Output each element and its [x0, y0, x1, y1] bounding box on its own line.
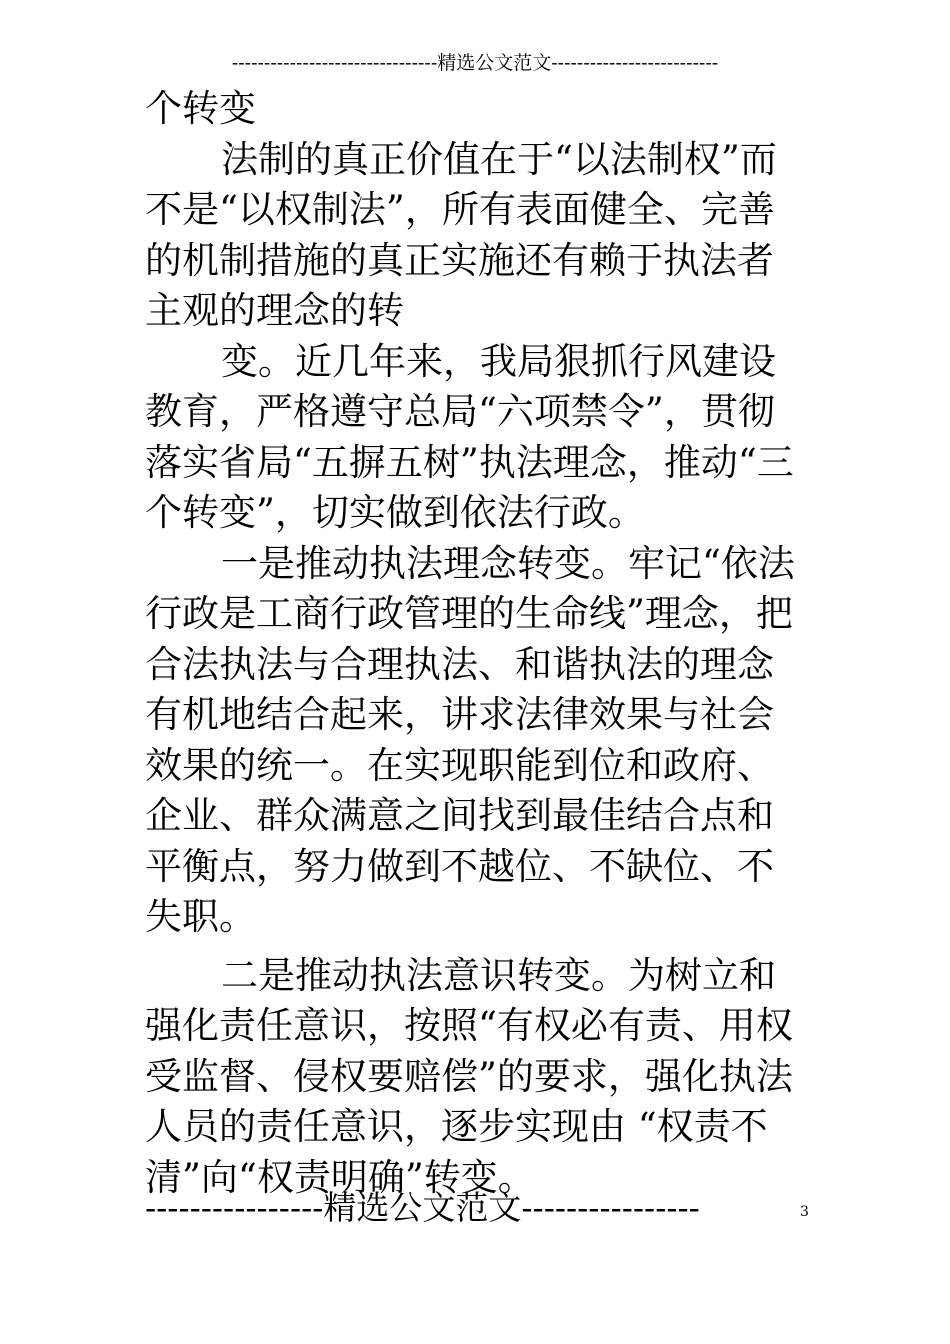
text-line: 二是推动执法意识转变。为树立和: [221, 953, 776, 997]
text-line: 人员的责任意识，逐步实现由 “权责不: [145, 1105, 768, 1148]
text-line: 强化责任意识，按照“有权必有责、用权: [145, 1004, 793, 1047]
document-body: [145, 84, 805, 1203]
text-line: 行政是工商行政管理的生命线”理念，把: [145, 592, 793, 635]
page-header: --------------------------------精选公文范文--------------------------: [231, 52, 719, 74]
page-number: 3: [800, 1204, 809, 1220]
text-line: 的机制措施的真正实施还有赖于执法者: [145, 238, 774, 282]
text-line: 合法执法与合理执法、和谐执法的理念: [145, 642, 774, 686]
text-line: 受监督、侵权要赔偿”的要求，强化执法: [145, 1054, 793, 1098]
text-line: 个转变: [145, 87, 256, 130]
page-footer: ----------------精选公文范文----------------: [145, 1188, 700, 1227]
text-line: 变。近几年来，我局狠抓行风建设: [221, 339, 776, 383]
text-line: 不是“以权制法”，所有表面健全、完善: [145, 188, 775, 231]
text-line: 清”向“权责明确”转变。: [145, 1155, 535, 1199]
text-line: 落实省局“五摒五树”执法理念，推动“三: [145, 440, 794, 484]
text-line: 主观的理念的转: [145, 289, 404, 332]
text-line: 教育，严格遵守总局“六项禁令”，贯彻: [145, 390, 775, 433]
paragraph-gap: [145, 943, 805, 951]
text-line: 企业、群众满意之间找到最佳结合点和: [145, 794, 774, 837]
text-line: 效果的统一。在实现职能到位和政府、: [145, 743, 774, 787]
text-line: 有机地结合起来，讲求法律效果与社会: [145, 693, 774, 736]
text-line: 失职。: [145, 895, 256, 938]
text-line: 个转变”，切实做到依法行政。: [145, 491, 645, 534]
text-line: 一是推动执法理念转变。牢记“依法: [221, 541, 795, 585]
text-line: 平衡点，努力做到不越位、不缺位、不: [145, 844, 774, 888]
text-line: 法制的真正价值在于“以法制权”而: [221, 137, 777, 181]
